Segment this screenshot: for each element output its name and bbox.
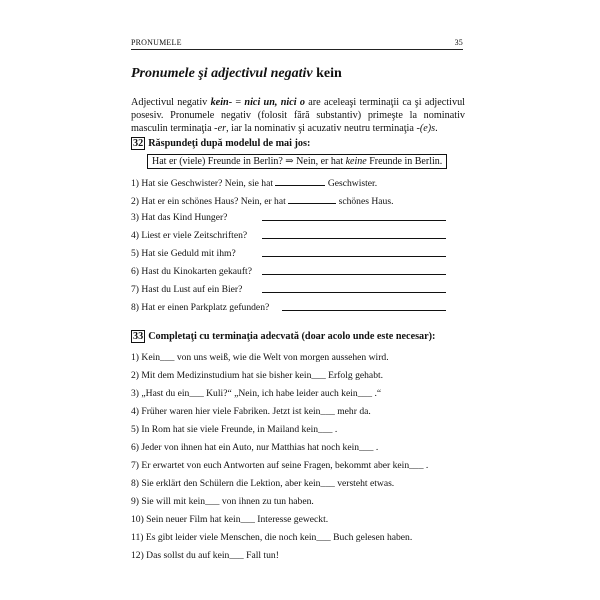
exercise-32-heading: [131, 137, 310, 150]
answer-line[interactable]: [262, 220, 446, 221]
exercise-33-item: 5) In Rom hat sie viele Freunde, in Mailand kein___ .: [131, 424, 338, 435]
exercise-33-instruction: Completaţi cu terminaţia adecvată (doar acolo unde este necesar):: [148, 331, 436, 342]
model-answer-start: Nein, er hat: [296, 156, 346, 167]
item-question: 1) Hat sie Geschwister? Nein, sie hat: [131, 178, 273, 189]
exercise-33-item: 10) Sein neuer Film hat kein___ Interesse geweckt.: [131, 514, 329, 525]
exercise-32-number: 32: [133, 138, 144, 149]
exercise-32-item: [131, 284, 242, 295]
item-end: Geschwister.: [327, 178, 378, 189]
intro-text-4: .: [435, 123, 438, 134]
exercise-32-item: [131, 266, 252, 277]
chapter-title: PRONUMELE: [131, 38, 182, 47]
exercise-32-item: [131, 176, 377, 189]
exercise-33-item: 12) Das sollst du auf kein___ Fall tun!: [131, 550, 279, 561]
exercise-32-item: [131, 248, 236, 259]
exercise-33-item: 9) Sie will mit kein___ von ihnen zu tun haben.: [131, 496, 314, 507]
exercise-32-item: [131, 212, 227, 223]
intro-text-2: are aceleaşi terminaţii ca şi adjectivul posesiv. Pronumele negativ (folosit fără substantiv) primeşte la nominativ masculin terminaţia: [131, 97, 465, 134]
model-question: Hat er (viele) Freunde in Berlin?: [152, 156, 283, 167]
section-title-keyword: kein: [316, 66, 342, 81]
answer-line[interactable]: [262, 238, 446, 239]
item-question: 6) Hast du Kinokarten gekauft?: [131, 266, 252, 277]
item-question: 2) Hat er ein schönes Haus? Nein, er hat: [131, 196, 286, 207]
exercise-33-item: 8) Sie erklärt den Schülern die Lektion, aber kein___ versteht etwas.: [131, 478, 395, 489]
answer-line[interactable]: [262, 274, 446, 275]
exercise-33-item: 2) Mit dem Medizinstudium hat sie bisher kein___ Erfolg gehabt.: [131, 370, 384, 381]
section-title-main: Pronumele şi adjectivul negativ: [131, 66, 313, 81]
exercise-32-instruction: Răspundeţi după modelul de mai jos:: [148, 138, 311, 149]
exercise-33-item: 6) Jeder von ihnen hat ein Auto, nur Matthias hat noch kein___ .: [131, 442, 379, 453]
exercise-33-heading: [131, 330, 435, 343]
exercise-33-item: 1) Kein___ von uns weiß, wie die Welt von morgen aussehen wird.: [131, 352, 389, 363]
item-question: 7) Hast du Lust auf ein Bier?: [131, 284, 243, 295]
intro-text: Adjectivul negativ: [131, 97, 208, 108]
intro-meaning: nici un, nici o: [244, 97, 305, 108]
item-question: 3) Hat das Kind Hunger?: [131, 212, 228, 223]
intro-paragraph: [131, 96, 465, 135]
model-answer-keyword: keine: [345, 156, 367, 167]
answer-blank[interactable]: [275, 176, 325, 186]
exercise-32-item: [131, 194, 393, 207]
model-arrow: ⇒: [285, 156, 294, 167]
exercise-32-item: [131, 302, 269, 313]
intro-ending-es: -(e)s: [416, 123, 436, 134]
page-header: [131, 38, 463, 50]
item-end: schönes Haus.: [338, 196, 394, 207]
intro-ending-er: -er: [214, 123, 227, 134]
exercise-33-item: 7) Er erwartet von euch Antworten auf seine Fragen, bekommt aber kein___ .: [131, 460, 429, 471]
exercise-33-number: 33: [133, 331, 144, 342]
answer-line[interactable]: [262, 292, 446, 293]
answer-blank[interactable]: [288, 194, 336, 204]
answer-line[interactable]: [262, 256, 446, 257]
section-title: [131, 66, 342, 82]
exercise-32-model-box: [147, 154, 447, 169]
page-number: 35: [454, 38, 463, 47]
item-question: 4) Liest er viele Zeitschriften?: [131, 230, 248, 241]
model-answer-end: Freunde in Berlin.: [366, 156, 443, 167]
intro-term: kein-: [210, 97, 233, 108]
item-question: 5) Hat sie Geduld mit ihm?: [131, 248, 236, 259]
answer-line[interactable]: [282, 310, 446, 311]
intro-equals: =: [232, 97, 245, 108]
exercise-32-item: [131, 230, 247, 241]
intro-text-3: , iar la nominativ şi acuzativ neutru terminaţia: [226, 123, 417, 134]
exercise-33-item: 4) Früher waren hier viele Fabriken. Jetzt ist kein___ mehr da.: [131, 406, 371, 417]
item-question: 8) Hat er einen Parkplatz gefunden?: [131, 302, 270, 313]
exercise-33-item: 3) „Hast du ein___ Kuli?“ „Nein, ich habe leider auch kein___ .“: [131, 388, 382, 399]
exercise-33-item: 11) Es gibt leider viele Menschen, die noch kein___ Buch gelesen haben.: [131, 532, 413, 543]
